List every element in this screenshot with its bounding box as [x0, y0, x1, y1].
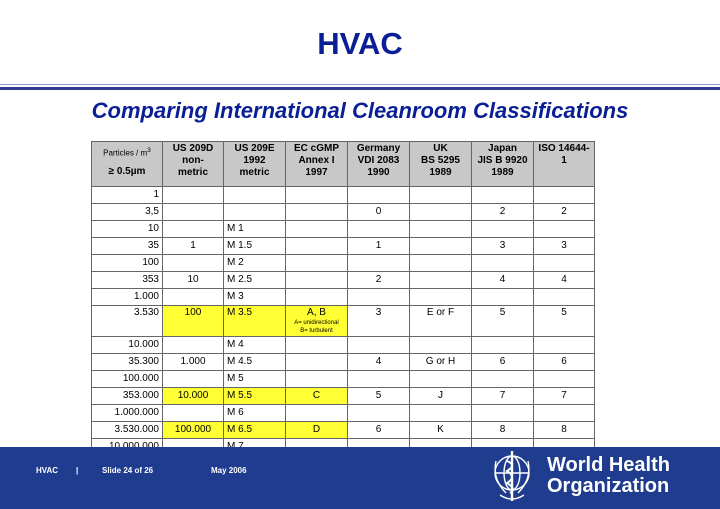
cell-uk: [410, 371, 472, 388]
cell-japan: [472, 187, 534, 204]
cell-us209d: 10.000: [163, 388, 224, 405]
cell-us209e: M 6: [224, 405, 286, 422]
footer-date: May 2006: [211, 466, 247, 475]
table-row: [92, 289, 595, 306]
table-row: [92, 306, 595, 337]
cell-ec: [286, 371, 348, 388]
cell-us209d: [163, 337, 224, 354]
slide-subtitle: Comparing International Cleanroom Classifications: [91, 98, 629, 123]
cell-germany: [348, 221, 410, 238]
cell-japan: 4: [472, 272, 534, 289]
cell-ec: [286, 221, 348, 238]
cell-iso: [534, 371, 595, 388]
cell-ec: [286, 187, 348, 204]
particles-header-superscript: 3: [147, 147, 151, 154]
cell-iso: 7: [534, 388, 595, 405]
cell-us209d: 1.000: [163, 354, 224, 371]
table-row: [92, 354, 595, 371]
cell-germany: 5: [348, 388, 410, 405]
table-row: [92, 388, 595, 405]
cell-particles: 10: [92, 221, 163, 238]
cell-iso: [534, 255, 595, 272]
cell-uk: [410, 337, 472, 354]
cell-iso: 5: [534, 306, 595, 337]
ec-note-turbulent: B= turbulent: [300, 328, 333, 334]
cell-iso: [534, 337, 595, 354]
cell-uk: E or F: [410, 306, 472, 337]
cell-uk: [410, 221, 472, 238]
cell-germany: 4: [348, 354, 410, 371]
cell-us209d: 10: [163, 272, 224, 289]
cell-us209d: [163, 204, 224, 221]
cell-germany: [348, 289, 410, 306]
cell-particles: 353: [92, 272, 163, 289]
cell-particles: 35.300: [92, 354, 163, 371]
cell-us209e: M 4: [224, 337, 286, 354]
cell-uk: K: [410, 422, 472, 439]
cell-ec: D: [286, 422, 348, 439]
header-uk: UK BS 5295 1989: [410, 142, 472, 187]
cell-germany: 6: [348, 422, 410, 439]
cell-particles: 3,5: [92, 204, 163, 221]
cell-japan: [472, 405, 534, 422]
cell-us209e: M 2: [224, 255, 286, 272]
footer-slide-number: Slide 24 of 26: [102, 466, 154, 475]
who-wordmark-line2: Organization: [547, 475, 670, 497]
cell-japan: 5: [472, 306, 534, 337]
cell-iso: 6: [534, 354, 595, 371]
cell-uk: [410, 255, 472, 272]
cell-us209d: 100.000: [163, 422, 224, 439]
ec-class-value: A, B: [307, 307, 326, 318]
who-emblem-icon: [486, 449, 538, 505]
cell-particles: 1.000: [92, 289, 163, 306]
table-row: [92, 238, 595, 255]
cell-particles: 100.000: [92, 371, 163, 388]
who-wordmark: [547, 455, 670, 497]
cell-us209d: [163, 221, 224, 238]
cell-ec: [286, 272, 348, 289]
cell-uk: J: [410, 388, 472, 405]
cell-japan: 6: [472, 354, 534, 371]
cell-iso: 4: [534, 272, 595, 289]
cell-iso: 3: [534, 238, 595, 255]
cell-japan: 2: [472, 204, 534, 221]
cell-uk: [410, 238, 472, 255]
table-row: [92, 272, 595, 289]
cell-particles: 3.530: [92, 306, 163, 337]
cell-us209d: [163, 255, 224, 272]
particles-header-label: Particles / m: [103, 148, 148, 158]
table-row: [92, 371, 595, 388]
cell-germany: [348, 405, 410, 422]
cell-ec: [286, 354, 348, 371]
header-us209d: US 209D non- metric: [163, 142, 224, 187]
cell-us209e: M 6.5: [224, 422, 286, 439]
table-row: [92, 255, 595, 272]
cell-us209e: M 3: [224, 289, 286, 306]
cell-japan: [472, 221, 534, 238]
cell-particles: 10.000: [92, 337, 163, 354]
title-divider-thin: [0, 84, 720, 85]
cell-us209e: M 5: [224, 371, 286, 388]
cell-ec: C: [286, 388, 348, 405]
cell-us209e: M 5.5: [224, 388, 286, 405]
cell-us209e: [224, 187, 286, 204]
header-ec-cgmp: EC cGMP Annex I 1997: [286, 142, 348, 187]
cell-particles: 353.000: [92, 388, 163, 405]
cell-us209d: 100: [163, 306, 224, 337]
header-japan: Japan JIS B 9920 1989: [472, 142, 534, 187]
cell-iso: [534, 405, 595, 422]
cell-particles: 3.530.000: [92, 422, 163, 439]
table-row: [92, 187, 595, 204]
header-germany: Germany VDI 2083 1990: [348, 142, 410, 187]
title-divider-thick: [0, 87, 720, 90]
cell-uk: [410, 204, 472, 221]
cell-us209e: [224, 204, 286, 221]
cell-japan: 8: [472, 422, 534, 439]
table-row: [92, 204, 595, 221]
cell-particles: 1: [92, 187, 163, 204]
cell-iso: [534, 289, 595, 306]
cell-us209e: M 1.5: [224, 238, 286, 255]
cell-uk: [410, 187, 472, 204]
cell-us209d: [163, 405, 224, 422]
cell-uk: [410, 272, 472, 289]
cell-iso: [534, 221, 595, 238]
cell-germany: 1: [348, 238, 410, 255]
cell-us209d: [163, 371, 224, 388]
cell-japan: [472, 255, 534, 272]
footer-section: HVAC: [36, 466, 59, 475]
table-row: [92, 221, 595, 238]
cell-ec: [286, 204, 348, 221]
cell-particles: 35: [92, 238, 163, 255]
cell-us209d: [163, 187, 224, 204]
cell-japan: [472, 371, 534, 388]
cell-ec: [286, 337, 348, 354]
cell-ec: [286, 255, 348, 272]
cell-japan: [472, 289, 534, 306]
table-row: [92, 337, 595, 354]
header-particles: [92, 142, 163, 187]
cell-japan: [472, 337, 534, 354]
cell-germany: [348, 337, 410, 354]
cell-uk: [410, 405, 472, 422]
cell-particles: 1.000.000: [92, 405, 163, 422]
cell-uk: [410, 289, 472, 306]
cell-particles: 100: [92, 255, 163, 272]
cell-ec: [286, 289, 348, 306]
cell-ec: [286, 306, 348, 337]
cell-germany: [348, 255, 410, 272]
cell-japan: 3: [472, 238, 534, 255]
footer-separator: |: [76, 466, 79, 475]
cell-germany: 0: [348, 204, 410, 221]
cell-germany: 2: [348, 272, 410, 289]
cell-us209e: M 1: [224, 221, 286, 238]
cell-us209e: M 2.5: [224, 272, 286, 289]
cell-japan: 7: [472, 388, 534, 405]
particles-size-label: ≥ 0.5µm: [108, 165, 146, 177]
header-iso: ISO 14644- 1: [534, 142, 595, 187]
cleanroom-classification-table: [91, 141, 595, 456]
cell-uk: G or H: [410, 354, 472, 371]
cell-iso: 2: [534, 204, 595, 221]
cell-germany: [348, 187, 410, 204]
cell-iso: [534, 187, 595, 204]
who-wordmark-line1: World Health: [547, 454, 670, 476]
ec-note-unidirectional: A= unidirectional: [294, 320, 339, 326]
cell-germany: [348, 371, 410, 388]
slide-title: HVAC: [317, 26, 403, 61]
cell-us209e: M 3.5: [224, 306, 286, 337]
table-row: [92, 405, 595, 422]
cell-ec: [286, 405, 348, 422]
table-row: [92, 422, 595, 439]
cell-us209d: 1: [163, 238, 224, 255]
cell-us209e: M 4.5: [224, 354, 286, 371]
cell-ec: [286, 238, 348, 255]
cell-germany: 3: [348, 306, 410, 337]
cell-us209d: [163, 289, 224, 306]
cell-iso: 8: [534, 422, 595, 439]
table-header-row: [92, 142, 595, 187]
header-us209e: US 209E 1992 metric: [224, 142, 286, 187]
